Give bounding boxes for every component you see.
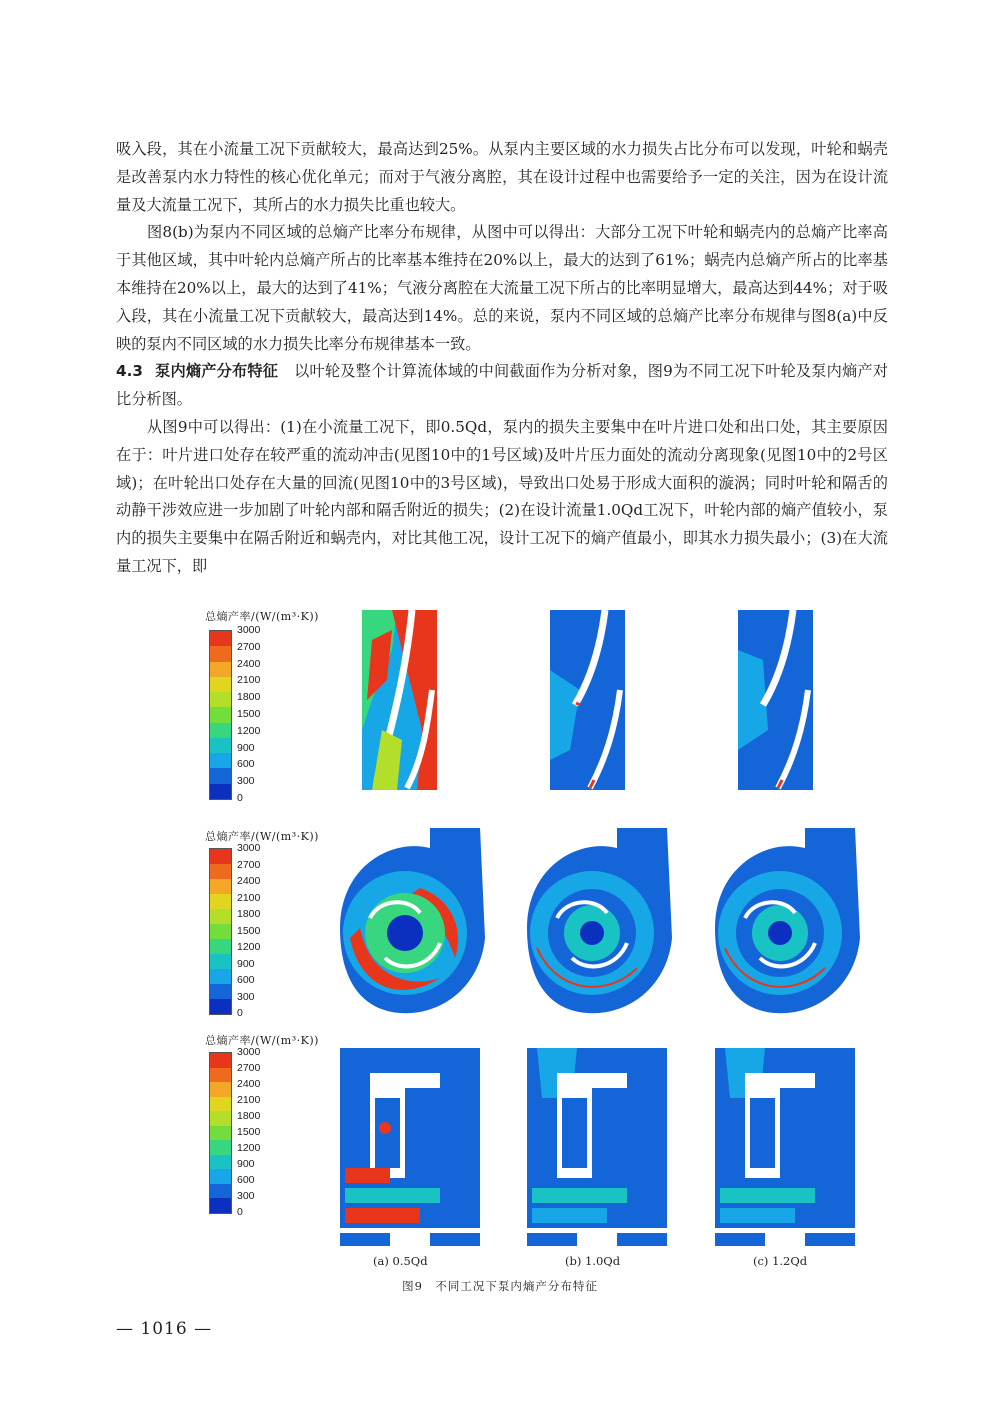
colorbar-tick-label: 2400 bbox=[237, 1078, 261, 1090]
colorbar-tick-label: 900 bbox=[237, 741, 255, 754]
colorbar-segment bbox=[210, 768, 231, 783]
colorbar-segment bbox=[210, 894, 231, 909]
colorbar-segment bbox=[210, 1155, 231, 1170]
colorbar-tick-label: 300 bbox=[237, 1190, 255, 1202]
colorbar-segment bbox=[210, 723, 231, 738]
colorbar-segment bbox=[210, 677, 231, 692]
colorbar-tick-label: 3000 bbox=[237, 842, 261, 854]
legend-title: 总熵产率/(W/(m³·K)) bbox=[205, 610, 319, 623]
colorbar-tick-label: 300 bbox=[237, 990, 255, 1003]
colorbar-tick-label: 1800 bbox=[237, 1110, 261, 1122]
colorbar-segment bbox=[210, 954, 231, 969]
colorbar-segment bbox=[210, 1126, 231, 1141]
colorbar-segment bbox=[210, 1184, 231, 1199]
colorbar-tick-label: 3000 bbox=[237, 624, 261, 636]
colorbar-tick-label: 1800 bbox=[237, 908, 261, 920]
colorbar-segment bbox=[210, 1082, 231, 1097]
colorbar-segment bbox=[210, 1140, 231, 1155]
colorbar-segment bbox=[210, 999, 231, 1014]
colorbar-tick-label: 900 bbox=[237, 957, 255, 970]
section-title: 泵内熵产分布特征 bbox=[154, 362, 279, 381]
colorbar-tick-label: 0 bbox=[237, 792, 243, 804]
colorbar-segment bbox=[210, 1111, 231, 1126]
colorbar-tick-label: 3000 bbox=[237, 1046, 261, 1058]
colorbar-tick-label: 600 bbox=[237, 1174, 255, 1186]
impeller-passage-a bbox=[362, 610, 437, 790]
colorbar-segment bbox=[210, 692, 231, 707]
colorbar-tick-label: 1200 bbox=[237, 1142, 261, 1154]
colorbar-segment bbox=[210, 939, 231, 954]
paragraph-4: 从图9中可以得出：(1)在小流量工况下，即0.5Qd，泵内的损失主要集中在叶片进口处和出口处，其主要原因在于：叶片进口处存在较严重的流动冲击(见图10中的1号区域)及叶片压力面处的流动分离现象(见图10中的2号区域)；在叶轮出口处存在大量的回流(见图10中的3号区域)，导致出口处易于形成大面积的漩涡；同时叶轮和隔舌的动静干涉效应进一步加剧了叶轮内部和隔舌附近的损失；(2)在设计流量1.0Qd工况下，叶轮内部的熵产值较小，泵内的损失主要集中在隔舌附近和蜗壳内，对比其他工况，设计工况下的熵产值最小，即其水力损失最小；(3)在大流量工况下，即 bbox=[116, 417, 888, 575]
colorbar-segment bbox=[210, 646, 231, 661]
colorbar-segment bbox=[210, 784, 231, 799]
legend-title: 总熵产率/(W/(m³·K)) bbox=[205, 1034, 319, 1047]
colorbar-tick-label: 2700 bbox=[237, 858, 261, 871]
colorbar bbox=[209, 630, 232, 800]
pump-section-c bbox=[705, 1038, 865, 1248]
colorbar-tick-label: 600 bbox=[237, 758, 255, 771]
pump-section-a bbox=[330, 1038, 490, 1248]
colorbar-segment bbox=[210, 1068, 231, 1083]
colorbar-segment bbox=[210, 662, 231, 677]
body-text bbox=[116, 136, 888, 581]
legend-title: 总熵产率/(W/(m³·K)) bbox=[205, 830, 319, 843]
colorbar-segment bbox=[210, 753, 231, 768]
paragraph-1: 吸入段，其在小流量工况下贡献较大，最高达到25%。从泵内主要区域的水力损失占比分布可以发现，叶轮和蜗壳是改善泵内水力特性的核心优化单元；而对于气液分离腔，其在设计过程中也需要给予一定的关注，因为在设计流量及大流量工况下，其所占的水力损失比重也较大。 bbox=[116, 140, 888, 214]
colorbar-segment bbox=[210, 909, 231, 924]
colorbar-tick-label: 1500 bbox=[237, 1126, 261, 1138]
colorbar-segment bbox=[210, 864, 231, 879]
colorbar-tick-label: 900 bbox=[237, 1158, 255, 1170]
colorbar-tick-label: 0 bbox=[237, 1206, 243, 1218]
impeller-passage-b bbox=[550, 610, 625, 790]
colorbar-tick-label: 2700 bbox=[237, 1062, 261, 1074]
colorbar-tick-label: 1500 bbox=[237, 924, 261, 937]
colorbar-tick-label: 2100 bbox=[237, 891, 261, 904]
colorbar-tick-label: 0 bbox=[237, 1007, 243, 1019]
figure-caption: 图9 不同工况下泵内熵产分布特征 bbox=[402, 1279, 598, 1293]
colorbar-segment bbox=[210, 1053, 231, 1068]
colorbar-segment bbox=[210, 631, 231, 646]
colorbar-tick-label: 2400 bbox=[237, 657, 261, 670]
colorbar-segment bbox=[210, 984, 231, 999]
volute-section-c bbox=[695, 828, 865, 1016]
volute-section-a bbox=[320, 828, 490, 1016]
colorbar-tick-label: 600 bbox=[237, 974, 255, 986]
figure-9 bbox=[0, 600, 1000, 1300]
section-number: 4.3 bbox=[116, 362, 143, 381]
colorbar-segment bbox=[210, 1097, 231, 1112]
pump-section-b bbox=[517, 1038, 677, 1248]
colorbar-tick-label: 1200 bbox=[237, 724, 261, 737]
colorbar-tick-label: 2400 bbox=[237, 875, 261, 887]
colorbar bbox=[209, 1052, 232, 1214]
impeller-passage-c bbox=[738, 610, 813, 790]
colorbar-tick-label: 2100 bbox=[237, 1094, 261, 1106]
colorbar-segment bbox=[210, 969, 231, 984]
colorbar-segment bbox=[210, 738, 231, 753]
volute-section-b bbox=[507, 828, 677, 1016]
colorbar-tick-label: 2700 bbox=[237, 640, 261, 653]
colorbar-segment bbox=[210, 707, 231, 722]
colorbar-tick-label: 1200 bbox=[237, 941, 261, 953]
colorbar-tick-label: 1500 bbox=[237, 708, 261, 720]
colorbar-tick-label: 1800 bbox=[237, 691, 261, 704]
sublabel-a: (a) 0.5Qd bbox=[373, 1254, 428, 1268]
colorbar bbox=[209, 848, 232, 1015]
sublabel-c: (c) 1.2Qd bbox=[753, 1254, 808, 1268]
colorbar-tick-label: 2100 bbox=[237, 674, 261, 687]
colorbar-segment bbox=[210, 924, 231, 939]
colorbar-segment bbox=[210, 1198, 231, 1213]
paragraph-3 bbox=[116, 358, 888, 414]
page-number: — 1016 — bbox=[116, 1319, 213, 1339]
colorbar-tick-label: 300 bbox=[237, 775, 255, 788]
colorbar-segment bbox=[210, 849, 231, 864]
colorbar-segment bbox=[210, 879, 231, 894]
paragraph-2: 图8(b)为泵内不同区域的总熵产比率分布规律，从图中可以得出：大部分工况下叶轮和蜗壳内的总熵产比率高于其他区域，其中叶轮内总熵产所占的比率基本维持在20%以上，最大的达到了61%；蜗壳内总熵产所占的比率基本维持在20%以上，最大的达到了41%；气液分离腔在大流量工况下所占的比率明显增大，最高达到44%；对于吸入段，其在小流量工况下贡献较大，最高达到14%。总的来说，泵内不同区域的总熵产比率分布规律与图8(a)中反映的泵内不同区域的水力损失比率分布规律基本一致。 bbox=[116, 223, 888, 353]
colorbar-segment bbox=[210, 1169, 231, 1184]
section-intro-text: 以叶轮及整个计算流体域的中间截面作为分析对象，图9为不同工况下叶轮及泵内熵产对比分析图。 bbox=[116, 362, 888, 409]
sublabel-b: (b) 1.0Qd bbox=[565, 1254, 621, 1268]
